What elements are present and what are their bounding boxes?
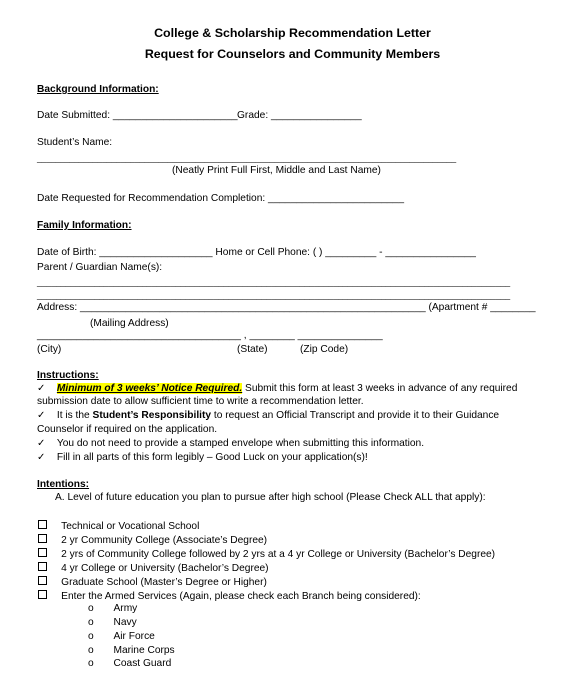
checkmark-icon: ✓ (37, 438, 46, 449)
option-label: Graduate School (Master’s Degree or Higher) (61, 577, 267, 588)
guardian-line-1[interactable]: ___________________________________________________________________________________________________ (37, 277, 511, 287)
bullet-icon: o (88, 658, 94, 669)
branch-item (88, 603, 137, 615)
branch-item (88, 617, 137, 629)
dob-phone-field[interactable]: Date of Birth: ____________________ Home or Cell Phone: ( ) _________ - ________________ (37, 247, 476, 258)
student-name-line[interactable]: __________________________________________________________________________________________ (37, 153, 457, 163)
option-checkbox-6[interactable] (38, 590, 421, 603)
intentions-heading: Intentions: (37, 479, 90, 490)
city-state-zip-line[interactable]: ____________________________________ , ________ _______________ (37, 330, 383, 341)
instruction-2-continued: Counselor if required on the application. (37, 424, 218, 435)
bullet-icon: o (88, 645, 94, 656)
option-label: Enter the Armed Services (Again, please check each Branch being considered): (61, 591, 421, 602)
mailing-address-hint: (Mailing Address) (90, 318, 169, 329)
checkbox-icon[interactable] (38, 576, 47, 585)
option-label: 2 yrs of Community College followed by 2 yrs at a 4 yr College or University (Bachelor’s Degree) (61, 549, 496, 560)
bullet-icon: o (88, 631, 94, 642)
student-name-label: Student’s Name: (37, 137, 113, 148)
address-field[interactable]: Address: _____________________________________________________________ (Apartment # ________ (37, 302, 536, 313)
state-hint: (State) (237, 344, 268, 355)
option-checkbox-2[interactable] (38, 534, 267, 547)
option-label: Technical or Vocational School (61, 521, 200, 532)
instruction-2-pre: It is the (56, 410, 93, 421)
checkbox-icon[interactable] (38, 562, 47, 571)
instruction-item-2 (37, 410, 499, 422)
instruction-item-3 (37, 438, 424, 450)
branch-label: Air Force (113, 631, 155, 642)
branch-label: Navy (113, 617, 137, 628)
option-checkbox-3[interactable] (38, 548, 495, 561)
question-a: A. Level of future education you plan to pursue after high school (Please Check ALL that apply): (55, 492, 486, 503)
instruction-item-4 (37, 452, 368, 464)
option-label: 4 yr College or University (Bachelor’s Degree) (61, 563, 269, 574)
date-submitted-field[interactable]: Date Submitted: ______________________ (37, 110, 238, 121)
zip-hint: (Zip Code) (300, 344, 349, 355)
instruction-1-continued: submission date to allow sufficient time to write a recommendation letter. (37, 396, 364, 407)
branch-label: Coast Guard (113, 658, 172, 669)
checkbox-icon[interactable] (38, 548, 47, 557)
option-label: 2 yr Community College (Associate’s Degree) (61, 535, 268, 546)
checkbox-icon[interactable] (38, 534, 47, 543)
bullet-icon: o (88, 617, 94, 628)
branch-item (88, 631, 155, 643)
guardian-line-2[interactable]: ___________________________________________________________________________________________________ (37, 290, 511, 300)
bullet-icon: o (88, 603, 94, 614)
document-title-line1: College & Scholarship Recommendation Letter (154, 26, 431, 40)
branch-label: Marine Corps (113, 645, 175, 656)
option-checkbox-1[interactable] (38, 520, 199, 533)
city-hint: (City) (37, 344, 62, 355)
branch-item (88, 645, 175, 657)
checkmark-icon: ✓ (37, 452, 46, 463)
option-checkbox-4[interactable] (38, 562, 269, 575)
notice-highlight: Minimum of 3 weeks’ Notice Required. (56, 383, 243, 394)
guardian-label: Parent / Guardian Name(s): (37, 262, 163, 273)
checkbox-icon[interactable] (38, 520, 47, 529)
date-requested-field[interactable]: Date Requested for Recommendation Completion: ________________________ (37, 193, 405, 204)
document-title-line2: Request for Counselors and Community Members (144, 47, 441, 61)
instruction-2-post: to request an Official Transcript and provide it to their Guidance (211, 410, 500, 421)
background-heading: Background Information: (37, 84, 159, 95)
checkmark-icon: ✓ (37, 410, 46, 421)
instruction-item-1 (37, 383, 517, 395)
instruction-2-bold: Student’s Responsibility (92, 410, 212, 421)
instruction-3-text: You do not need to provide a stamped envelope when submitting this information. (56, 438, 425, 449)
instruction-1-text: Submit this form at least 3 weeks in advance of any required (242, 383, 518, 394)
checkmark-icon: ✓ (37, 383, 46, 394)
option-checkbox-5[interactable] (38, 576, 267, 589)
family-heading: Family Information: (37, 220, 132, 231)
instruction-4-text: Fill in all parts of this form legibly – Good Luck on your application(s)! (56, 452, 368, 463)
branch-item (88, 658, 171, 670)
student-name-hint: (Neatly Print Full First, Middle and Last Name) (172, 165, 381, 176)
instructions-heading: Instructions: (37, 370, 99, 381)
checkbox-icon[interactable] (38, 590, 47, 599)
grade-field[interactable]: Grade: ________________ (237, 110, 362, 121)
branch-label: Army (113, 603, 138, 614)
